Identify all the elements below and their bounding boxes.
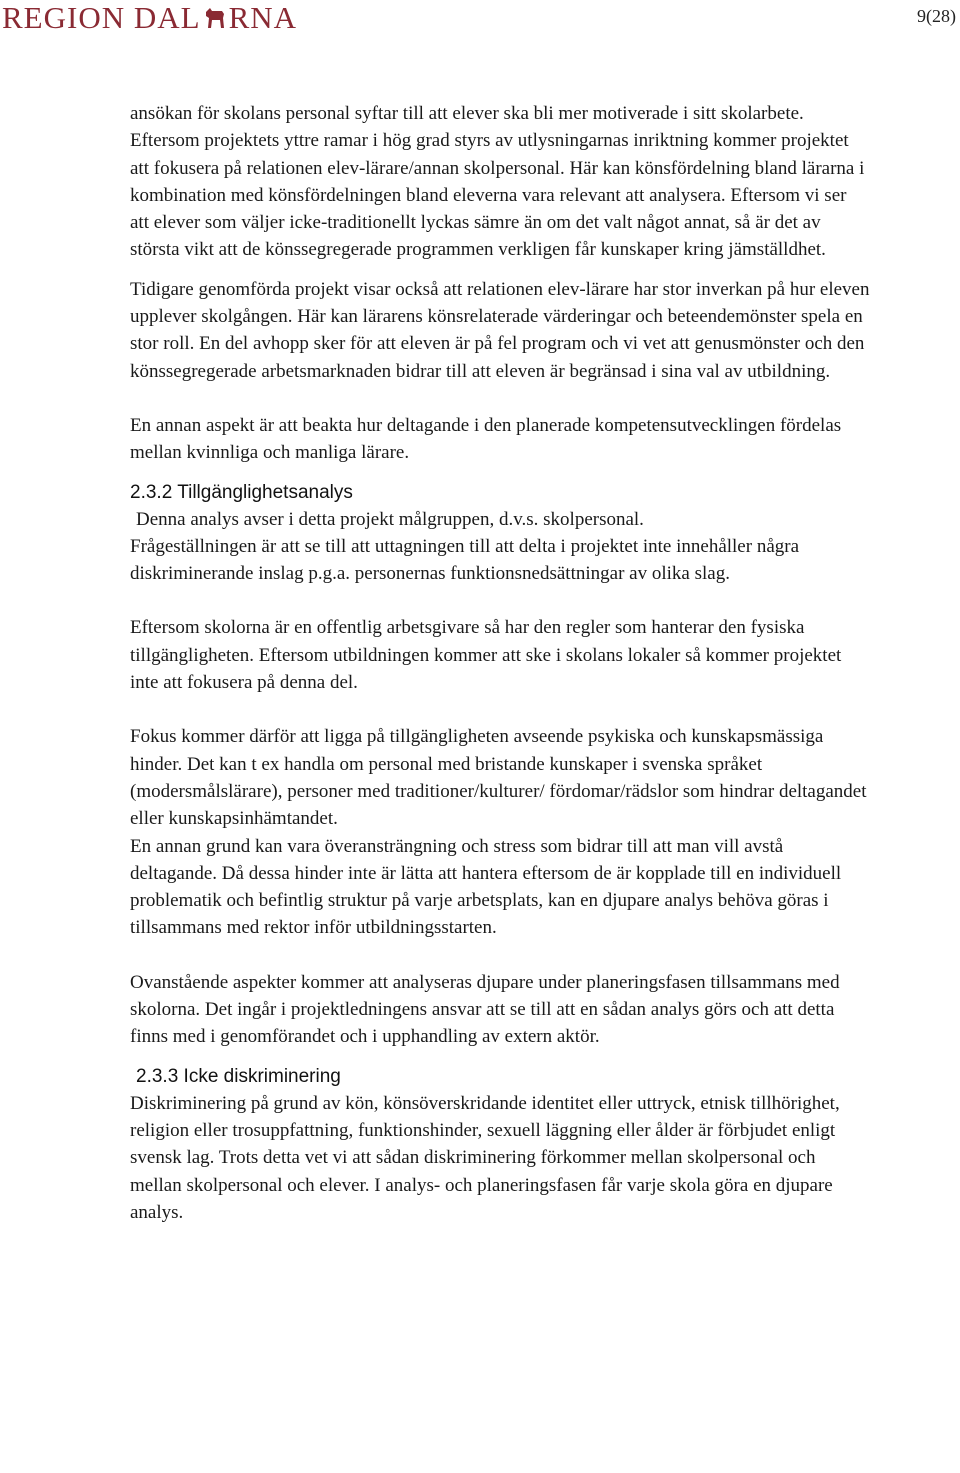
section-heading: 2.3.3 Icke diskriminering	[136, 1065, 341, 1087]
paragraph: ansökan för skolans personal syftar till att elever ska bli mer motiverade i sitt skolarbete.	[130, 103, 804, 124]
paragraph: Ovanstående aspekter kommer att analyseras djupare under planeringsfasen tillsammans med skolorna. Det ingår i projektledningens ansvar att se till att en sådan analys görs och att detta finns med i genomförandet och i upphandling av extern aktör.	[130, 971, 840, 1048]
region-dalarna-logo	[2, 2, 297, 34]
paragraph: Eftersom projektets yttre ramar i hög grad styrs av utlysningarnas inriktning kommer projektet att fokusera på relationen elev-lärare/annan skolpersonal. Här kan könsfördelning bland lärarna i kombination med könsfördelningen bland eleverna vara relevant att analysera. Eftersom vi ser att elever som väljer icke-traditionellt lyckas sämre än om det valt något annat, så är det av största vikt att de könssegregerade programmen verkligen får kunskaper kring jämställdhet.	[130, 130, 865, 261]
dala-horse-icon	[202, 6, 228, 30]
paragraph: En annan grund kan vara överansträngning och stress som bidrar till att man vill avstå deltagande. Då dessa hinder inte är lätta att hantera eftersom de är kopplade till en individuell problematik och befintlig struktur på varje arbetsplats, kan en djupare analys behöva göras i tillsammans med rektor inför utbildningsstarten.	[130, 835, 842, 939]
paragraph: Diskriminering på grund av kön, könsöverskridande identitet eller uttryck, etnisk tillhörighet, religion eller trosuppfattning, funktionshinder, sexuell läggning eller ålder är förbjudet enligt svensk lag. Trots detta vet vi att sådan diskriminering förkommer mellan skolpersonal och mellan skolpersonal och elever. I analys- och planeringsfasen får varje skola göra en djupare analys.	[130, 1092, 840, 1223]
paragraph: Eftersom skolorna är en offentlig arbetsgivare så har den regler som hanterar den fysiska tillgängligheten. Eftersom utbildningen kommer att ske i skolans lokaler så kommer projektet inte att fokusera på denna del.	[130, 617, 842, 694]
paragraph: Denna analys avser i detta projekt målgruppen, d.v.s. skolpersonal.	[136, 508, 644, 530]
logo-text-right: RNA	[228, 0, 298, 35]
section-heading: 2.3.2 Tillgänglighetsanalys	[130, 481, 353, 503]
logo-text-left: REGION DAL	[2, 0, 201, 35]
page-number: 9(28)	[917, 6, 956, 26]
paragraph: Tidigare genomförda projekt visar också att relationen elev-lärare har stor inverkan på hur eleven upplever skolgången. Här kan lärarens könsrelaterade värderingar och beteendemönster spela en stor roll. En del avhopp sker för att eleven är på fel program och vi vet att genusmönster och den könssegregerade arbetsmarknaden bidrar till att eleven är begränsad i sina val av utbildning.	[130, 278, 870, 382]
paragraph: Frågeställningen är att se till att uttagningen till att delta i projektet inte innehåller några diskriminerande inslag p.g.a. personernas funktionsnedsättningar av olika slag.	[130, 535, 800, 585]
paragraph: En annan aspekt är att beakta hur deltagande i den planerade kompetensutvecklingen fördelas mellan kvinnliga och manliga lärare.	[130, 414, 842, 464]
paragraph: Fokus kommer därför att ligga på tillgängligheten avseende psykiska och kunskapsmässiga hinder. Det kan t ex handla om personal med bristande kunskaper i svenska språket (modersmålslärare), personer med traditioner/kulturer/ fördomar/rädslor som hindrar deltagandet eller kunskapsinhämtandet.	[130, 726, 867, 830]
document-body	[130, 100, 870, 1226]
